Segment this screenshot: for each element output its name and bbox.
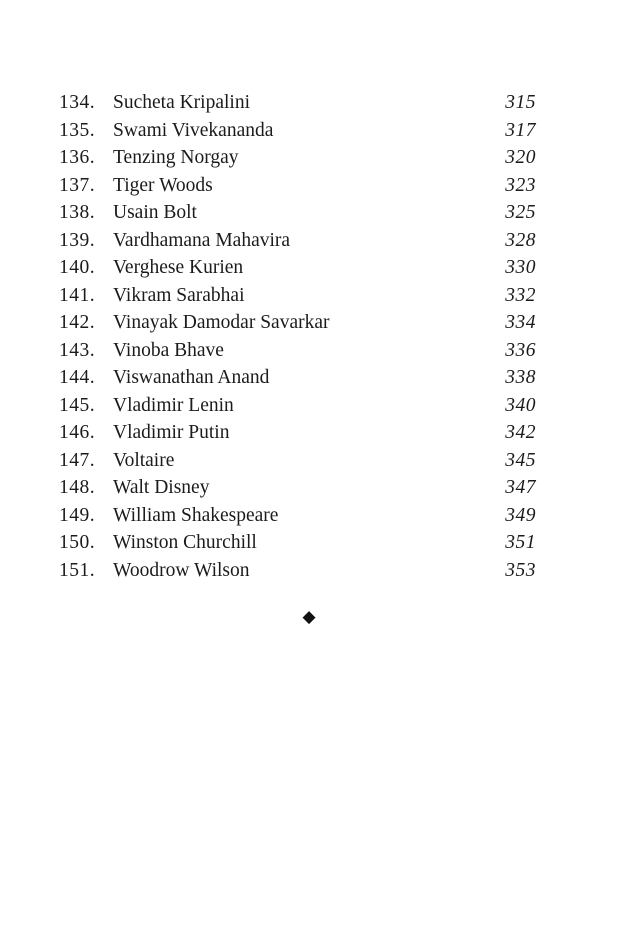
toc-row xyxy=(0,89,618,117)
entry-number: 148. xyxy=(59,477,96,498)
toc-row xyxy=(0,254,618,282)
toc-row xyxy=(0,117,618,145)
toc-row xyxy=(0,337,618,365)
toc-row xyxy=(0,309,618,337)
entry-name: Vardhamana Mahavira xyxy=(113,229,291,251)
entry-name: Swami Vivekananda xyxy=(113,119,274,141)
entry-number: 150. xyxy=(59,532,96,553)
toc-row xyxy=(0,474,618,502)
entry-number: 146. xyxy=(59,422,96,443)
entry-number: 141. xyxy=(59,284,96,306)
toc-row xyxy=(0,502,618,530)
entry-page: 349 xyxy=(505,504,536,526)
entry-page: 330 xyxy=(505,257,536,278)
toc-row xyxy=(0,199,618,227)
entry-name: Sucheta Kripalini xyxy=(113,92,251,113)
entry-page: 323 xyxy=(505,174,536,196)
entry-name: Voltaire xyxy=(113,449,175,471)
toc-row xyxy=(0,529,618,557)
toc-row xyxy=(0,282,618,310)
toc-row xyxy=(0,392,618,420)
entry-page: 332 xyxy=(505,284,536,306)
entry-number: 149. xyxy=(59,504,96,526)
entry-number: 147. xyxy=(59,449,96,471)
entry-name: Winston Churchill xyxy=(113,532,257,553)
entry-number: 135. xyxy=(59,119,96,141)
entry-page: 347 xyxy=(505,477,536,498)
entry-name: Woodrow Wilson xyxy=(113,559,250,581)
entry-page: 338 xyxy=(505,367,536,388)
entry-page: 336 xyxy=(505,339,536,361)
entry-number: 137. xyxy=(59,174,96,196)
table-of-contents xyxy=(0,89,618,584)
entry-number: 136. xyxy=(59,147,96,168)
entry-number: 140. xyxy=(59,257,96,278)
diamond-ornament-icon: ◆ xyxy=(302,607,316,627)
entry-page: 353 xyxy=(505,559,536,581)
entry-name: Verghese Kurien xyxy=(113,257,244,278)
entry-page: 351 xyxy=(505,532,536,553)
entry-page: 325 xyxy=(505,202,536,223)
entry-name: Vikram Sarabhai xyxy=(113,284,245,306)
entry-name: Usain Bolt xyxy=(113,202,197,223)
entry-page: 340 xyxy=(505,394,536,416)
toc-row xyxy=(0,172,618,200)
entry-name: Vladimir Putin xyxy=(113,422,230,443)
entry-number: 142. xyxy=(59,312,96,333)
entry-number: 143. xyxy=(59,339,96,361)
toc-row xyxy=(0,227,618,255)
entry-name: Vladimir Lenin xyxy=(113,394,234,416)
entry-number: 145. xyxy=(59,394,96,416)
entry-page: 342 xyxy=(505,422,536,443)
entry-number: 138. xyxy=(59,202,96,223)
toc-row xyxy=(0,364,618,392)
toc-row xyxy=(0,419,618,447)
entry-page: 315 xyxy=(505,92,536,113)
toc-row xyxy=(0,557,618,585)
entry-page: 328 xyxy=(505,229,536,251)
entry-page: 320 xyxy=(505,147,536,168)
entry-name: Tenzing Norgay xyxy=(113,147,239,168)
entry-name: Walt Disney xyxy=(113,477,210,498)
entry-name: Viswanathan Anand xyxy=(113,367,270,388)
entry-page: 345 xyxy=(505,449,536,471)
entry-name: Tiger Woods xyxy=(113,174,213,196)
toc-row xyxy=(0,144,618,172)
entry-name: William Shakespeare xyxy=(113,504,279,526)
entry-name: Vinoba Bhave xyxy=(113,339,224,361)
entry-name: Vinayak Damodar Savarkar xyxy=(113,312,330,333)
entry-number: 151. xyxy=(59,559,96,581)
entry-page: 334 xyxy=(505,312,536,333)
entry-number: 144. xyxy=(59,367,96,388)
entry-number: 134. xyxy=(59,92,96,113)
entry-page: 317 xyxy=(505,119,536,141)
entry-number: 139. xyxy=(59,229,96,251)
toc-row xyxy=(0,447,618,475)
